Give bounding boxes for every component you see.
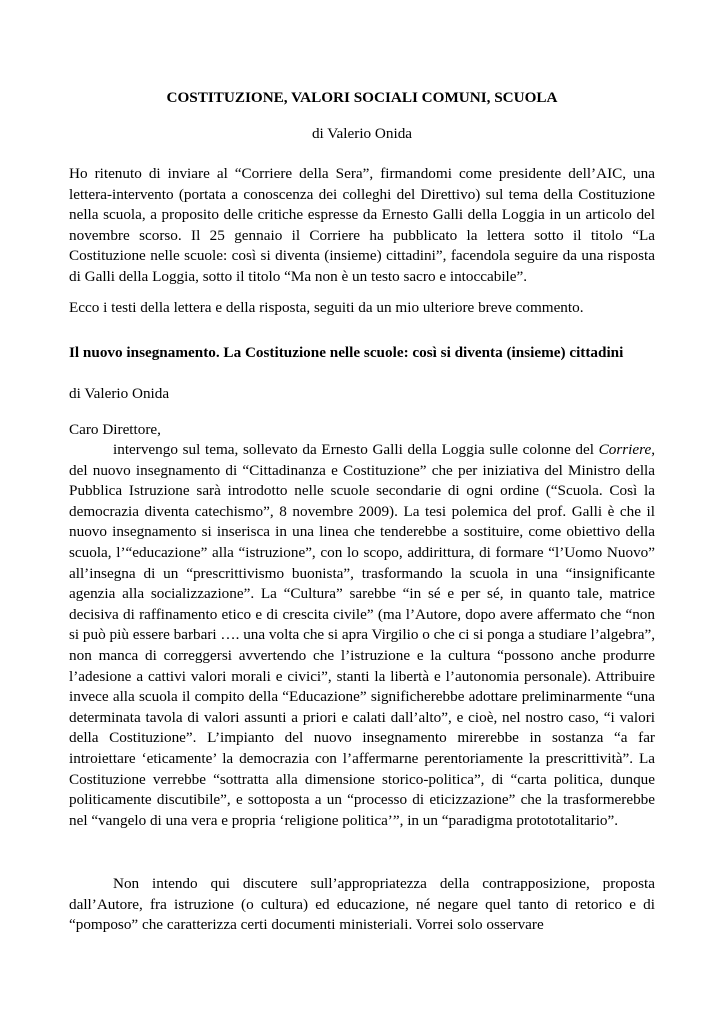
letter-body-paragraph bbox=[69, 440, 655, 831]
letter-heading: Il nuovo insegnamento. La Costituzione nelle scuole: così si diventa (insieme) cittadini bbox=[69, 344, 624, 361]
document-author: di Valerio Onida bbox=[311, 125, 413, 142]
intro-paragraph: Ho ritenuto di inviare al “Corriere della Sera”, firmandomi come presidente dell’AIC, una lettera-intervento (portata a conoscenza dei colleghi del Direttivo) sul tema della Costituzione nella scuola, a proposito delle critiche espresse da Ernesto Galli della Loggia in un articolo del novembre scorso. Il 25 gennaio il Corriere ha pubblicato la lettera sotto il titolo “La Costituzione nelle scuole: così si diventa (insieme) cittadini”, facendola seguire da una risposta di Galli della Loggia, sotto il titolo “Ma non è un testo sacro e intoccabile”. bbox=[69, 165, 655, 285]
letter-body-paragraph-2: Non intendo qui discutere sull’appropriatezza della contrapposizione, proposta dall’Autore, fra istruzione (o cultura) ed educazione, né negare quel tanto di retorico e di “pomposo” che caratterizza certi documenti ministeriali. Vorrei solo osservare bbox=[69, 875, 655, 934]
intro-paragraph-2: Ecco i testi della lettera e della risposta, seguiti da un mio ulteriore breve commento. bbox=[69, 299, 584, 316]
letter-salutation: Caro Direttore, bbox=[69, 421, 161, 438]
letter-byline: di Valerio Onida bbox=[69, 385, 170, 402]
document-title: COSTITUZIONE, VALORI SOCIALI COMUNI, SCUOLA bbox=[166, 89, 558, 106]
body-italic-newspaper: Corriere bbox=[598, 441, 652, 458]
body-text-part-a: intervengo sul tema, sollevato da Ernesto Galli della Loggia sulle colonne del bbox=[113, 441, 599, 458]
body-text-part-b: , del nuovo insegnamento di “Cittadinanza e Costituzione” che per iniziativa del Ministro della Pubblica Istruzione sarà introdotto nelle scuole secondarie di ogni ordine (“Scuola. Così la democrazia diventa catechismo”, 8 novembre 2009). La tesi polemica del prof. Galli è che il nuovo insegnamento si inserisca in una linea che tenderebbe a sostituire, come obiettivo della scuola, l’“educazione” alla “istruzione”, con lo scopo, addirittura, di formare “l’Uomo Nuovo” all’insegna di un “prescrittivismo buonista”, trasformando la scuola in una “insignificante agenzia alla socializzazione”. La “Cultura” sarebbe “in sé e per sé, in quanto tale, matrice decisiva di raffinamento etico e di crescita civile” (ma l’Autore, dopo avere affermato che “non si può più essere barbari …. una volta che si apra Virgilio o che ci si ponga a studiare l’algebra”, non manca di correggersi avvertendo che l’istruzione e la cultura “possono anche produrre l’adesione a cattivi valori morali e civici”, stanti la libertà e l’autonomia personale). Attribuire invece alla scuola il compito della “Educazione” significherebbe adottare preliminarmente “una determinata tavola di valori assunti a priori e calati dall’alto”, e cioè, nel nostro caso, “i valori della Costituzione”. L’impianto del nuovo insegnamento mirerebbe in sostanza “a far introiettare ‘eticamente’ la democrazia con l’affermarne perentoriamente la prescrittività”. La Costituzione verrebbe “sottratta alla dimensione storico-politica”, di “carta politica, dunque politicamente discutibile”, e sottoposta a un “processo di eticizzazione” che la trasformerebbe nel “vangelo di una vera e propria ‘religione politica’”, in un “paradigma protototalitario”. bbox=[69, 441, 656, 829]
